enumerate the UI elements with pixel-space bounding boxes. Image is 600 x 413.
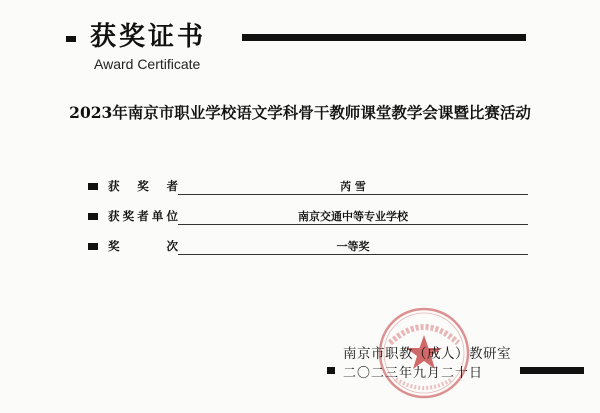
bullet-winner [88,183,98,190]
unit-underline [178,224,528,225]
award-value: 一等奖 [336,240,370,253]
winner-underline [178,194,528,195]
award-underline [178,254,528,255]
certificate-title: 获奖证书 [90,22,207,52]
issue-date: 二〇二三年九月二十日 [343,366,484,381]
bullet-unit [88,213,98,220]
issuer: 南京市职教（成人）教研室 [343,346,511,362]
event-title: 2023年南京市职业学校语文学科骨干教师课堂教学会课暨比赛活动 [69,103,531,122]
winner-value: 芮 雪 [340,180,366,193]
header-bar-left [66,36,76,42]
header-rule [242,34,526,41]
award-label: 奖 次 [108,239,178,253]
unit-value: 南京交通中等专业学校 [298,210,408,223]
unit-label: 获奖者单位 [108,209,178,223]
date-bar-left [327,367,335,374]
certificate-subtitle: Award Certificate [94,56,201,72]
bullet-award [88,243,98,250]
winner-label: 获 奖 者 [108,179,178,193]
date-bar-right [520,367,584,374]
